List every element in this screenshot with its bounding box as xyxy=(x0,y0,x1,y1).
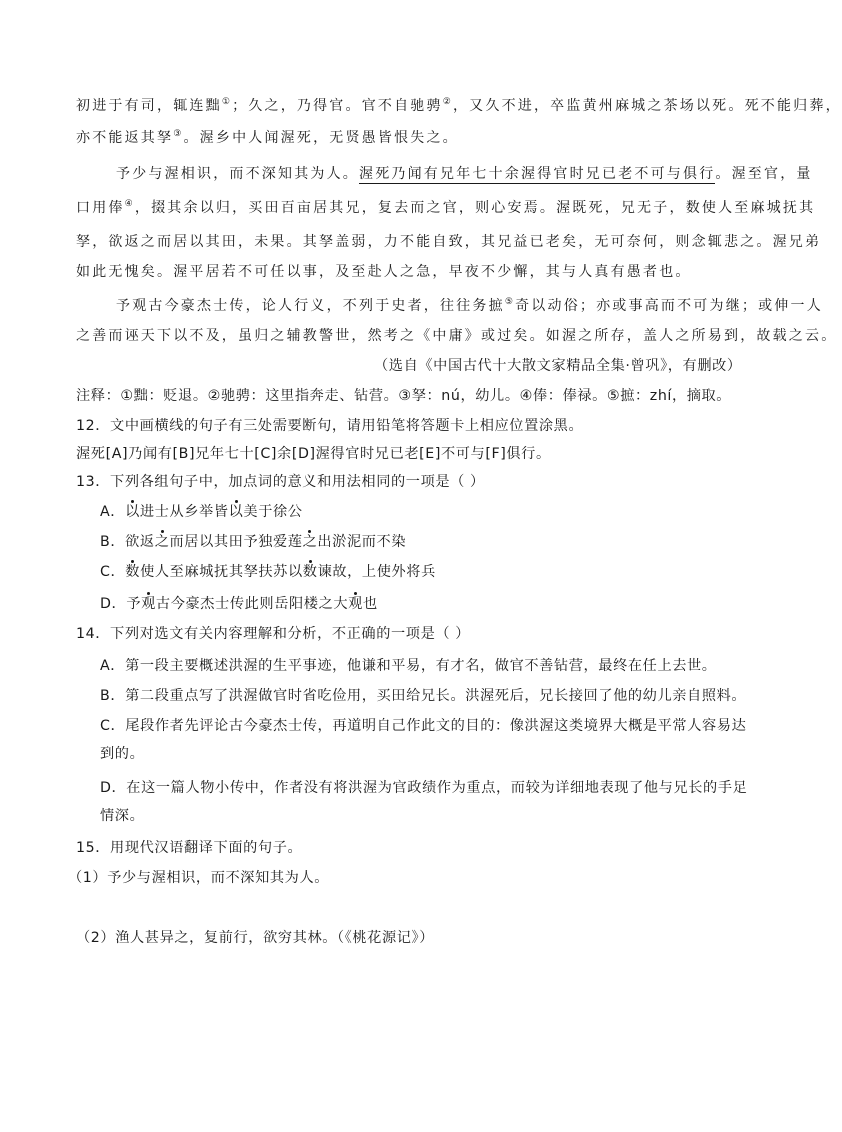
passage-p2-line2: 口用俸④，掇其余以归，买田百亩居其兄，复去而之官，则心安焉。渥既死，兄无子，数使人至麻城抚其 xyxy=(76,199,816,216)
q13-option-b[interactable]: B．欲返之而居以其田予独爱莲之出淤泥而不染 xyxy=(100,534,407,550)
passage-p2-line3: 孥，欲返之而居以其田，未果。其孥盖弱，力不能自致，其兄益已老矣，无可奈何，则念辄悲之。渥兄弟 xyxy=(76,234,822,250)
q12-body: 渥死[A]乃闻有[B]兄年七十[C]余[D]渥得官时兄已老[E]不可与[F]俱行。 xyxy=(76,446,551,462)
footnote-marker: ③ xyxy=(173,129,184,139)
dotted-word: 观 xyxy=(348,596,363,612)
passage-p2-line1: 予少与渥相识，而不深知其为人。渥死乃闻有兄年七十余渥得官时兄已老不可与俱行。渥至官，量 xyxy=(116,166,813,182)
q15-sentence-2: （2）渔人甚异之，复前行，欲穷其林。（《桃花源记》） xyxy=(76,930,435,946)
passage-p1-line1: 初进于有司，辄连黜①；久之，乃得官。官不自驰骋②，又久不进，卒监黄州麻城之茶场以死。死不能归葬， xyxy=(76,97,842,114)
q13-option-c[interactable]: C．数使人至麻城抚其孥扶苏以数谏故，上使外将兵 xyxy=(100,564,436,580)
dotted-word: 观 xyxy=(141,596,156,612)
q13-option-d[interactable]: D．予观古今豪杰士传此则岳阳楼之大观也 xyxy=(100,596,378,612)
q14-option-a[interactable]: A．第一段主要概述洪渥的生平事迹，他谦和平易，有才名，做官不善钻营，最终在任上去世。 xyxy=(100,658,717,674)
dotted-word: 之 xyxy=(154,534,170,550)
q14-option-b[interactable]: B．第二段重点写了洪渥做官时省吃俭用，买田给兄长。洪渥死后，兄长接回了他的幼儿亲自照料。 xyxy=(100,688,747,704)
q14-option-c[interactable]: C．尾段作者先评论古今豪杰士传，再道明自己作此文的目的：像洪渥这类境界大概是平常人容易达 xyxy=(100,718,747,734)
q13-option-a[interactable]: A．以进士从乡举皆以美于徐公 xyxy=(100,504,303,520)
passage-p3-line2: 之善而诬天下以不及，虽归之辅教警世，然考之《中庸》或过矣。如渥之所存，盖人之所易到，故载之云。 xyxy=(76,328,838,344)
q14-option-c-cont: 到的。 xyxy=(100,746,145,762)
q15-sentence-1: （1）予少与渥相识，而不深知其为人。 xyxy=(68,870,330,886)
q12-stem: 12．文中画横线的句子有三处需要断句，请用铅笔将答题卡上相应位置涂黑。 xyxy=(76,418,584,434)
footnote-marker: ① xyxy=(221,97,233,107)
q15-stem: 15．用现代汉语翻译下面的句子。 xyxy=(76,840,303,856)
source-citation: （选自《中国古代十大散文家精品全集·曾巩》，有删改） xyxy=(374,358,742,374)
passage-p3-line1: 予观古今豪杰士传，论人行义，不列于史者，往往务摭⑤奇以动俗；亦或事高而不可为继；或伸一人 xyxy=(116,297,823,314)
dotted-word: 之 xyxy=(302,534,318,550)
footnote-marker: ④ xyxy=(124,199,135,209)
q14-option-d[interactable]: D．在这一篇人物小传中，作者没有将洪渥为官政绩作为重点，而较为详细地表现了他与兄长的手足 xyxy=(100,780,748,796)
dotted-word: 以 xyxy=(228,504,244,520)
footnote-marker: ② xyxy=(442,97,453,107)
footnote-marker: ⑤ xyxy=(504,297,516,307)
dotted-word: 以 xyxy=(125,504,140,520)
underlined-sentence: 渥死乃闻有兄年七十余渥得官时兄已老不可与俱行 xyxy=(359,166,716,182)
dotted-word: 数 xyxy=(125,564,141,580)
q14-stem: 14．下列对选文有关内容理解和分析，不正确的一项是（ ） xyxy=(76,626,471,642)
passage-p2-line4: 如此无愧矣。渥平居若不可任以事，及至赴人之急，早夜不少懈，其与人真有愚者也。 xyxy=(76,264,692,280)
q13-stem: 13．下列各组句子中，加点词的意义和用法相同的一项是（ ） xyxy=(76,474,485,490)
passage-p1-line2: 亦不能返其孥③。渥乡中人闻渥死，无贤愚皆恨失之。 xyxy=(76,129,459,146)
dotted-word: 数 xyxy=(302,564,318,580)
q14-option-d-cont: 情深。 xyxy=(100,808,145,824)
annotation-notes: 注释：①黜：贬退。②驰骋：这里指奔走、钻营。③孥：nú，幼儿。④俸：俸禄。⑤摭：zhí，摘取。 xyxy=(76,388,732,404)
